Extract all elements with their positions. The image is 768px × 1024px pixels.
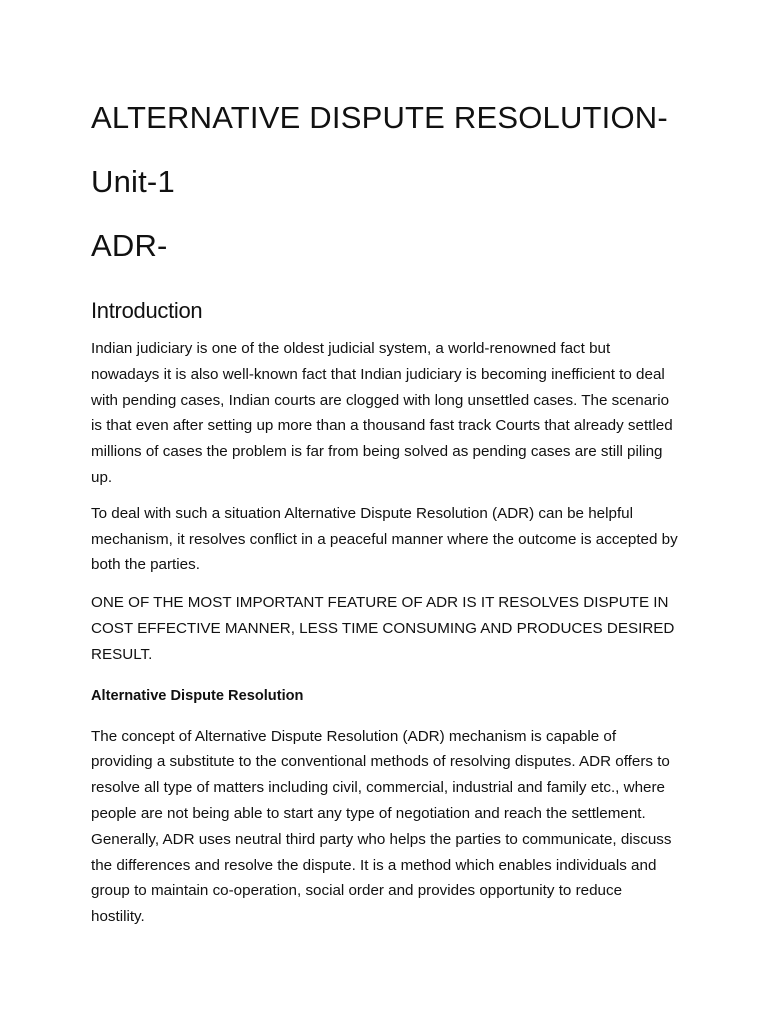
adr-feature-paragraph: ONE OF THE MOST IMPORTANT FEATURE OF ADR IS IT RESOLVES DISPUTE IN COST EFFECTIVE MANNER, LESS TIME CONSUMING AND PRODUCES DESIRED RESULT. <box>91 594 675 663</box>
adr-helpful-paragraph: To deal with such a situation Alternative Dispute Resolution (ADR) can be helpful mechanism, it resolves conflict in a peaceful manner where the outcome is accepted by both the parties. <box>91 504 678 574</box>
adr-subheading: Alternative Dispute Resolution <box>91 687 304 704</box>
unit-heading: Unit-1 <box>91 164 175 199</box>
document-title: ALTERNATIVE DISPUTE RESOLUTION- <box>91 100 668 135</box>
adr-heading: ADR- <box>91 228 168 263</box>
adr-concept-paragraph: The concept of Alternative Dispute Resolution (ADR) mechanism is capable of providing a substitute to the conventional methods of resolving disputes. ADR offers to resolve all type of matters including civil, commercial, industrial and family etc., where people are not being able to start any type of negotiation and reach the settlement. Generally, ADR uses neutral third party who helps the parties to communicate, discuss the differences and resolve the dispute. It is a method which enables individuals and group to maintain co-operation, social order and provides opportunity to reduce hostility. <box>91 727 672 926</box>
intro-paragraph: Indian judiciary is one of the oldest judicial system, a world-renowned fact but nowadays it is also well-known fact that Indian judiciary is becoming inefficient to deal with pending cases, Indian courts are clogged with long unsettled cases. The scenario is that even after setting up more than a thousand fast track Courts that already settled millions of cases the problem is far from being solved as pending cases are still piling up. <box>91 340 673 486</box>
introduction-heading: Introduction <box>91 298 203 323</box>
